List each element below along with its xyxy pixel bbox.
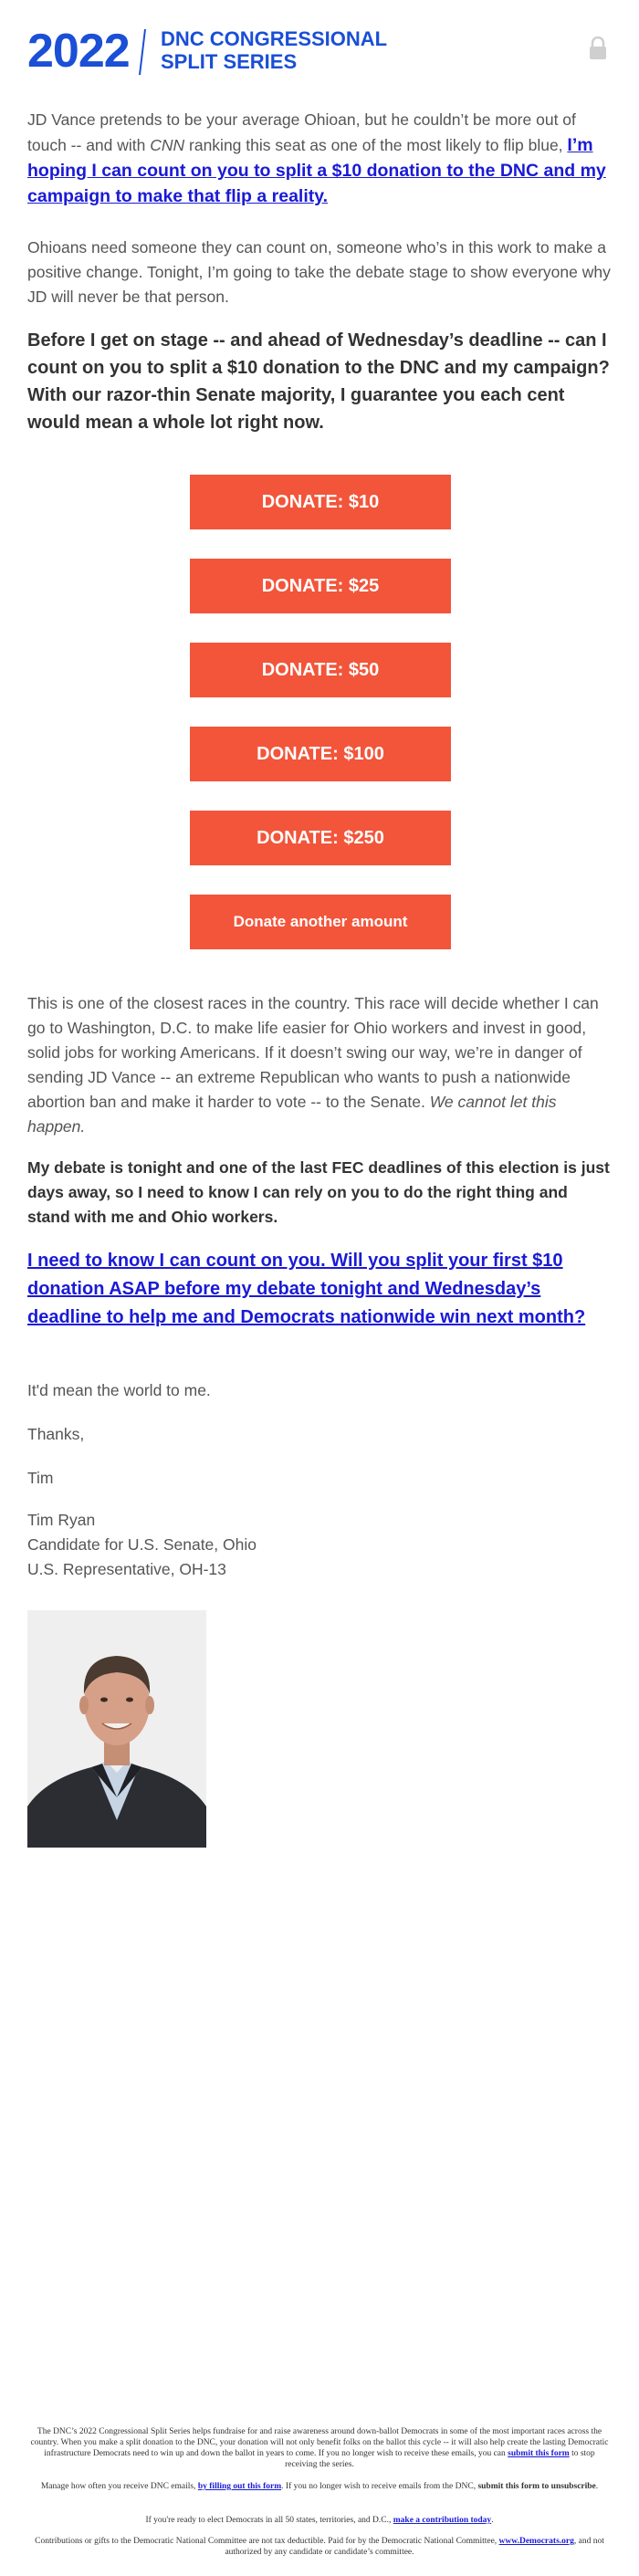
series-line-1: DNC CONGRESSIONAL — [161, 27, 388, 50]
signature-title-house: U.S. Representative, OH-13 — [27, 1560, 226, 1578]
thanks-line: Thanks, — [27, 1425, 85, 1443]
footer-contribute: If you're ready to elect Democrats in all 50 states, territories, and D.C., make a contribution today. — [145, 2516, 494, 2525]
slash-divider — [139, 29, 146, 75]
email-header — [27, 26, 612, 77]
footer-unsubscribe-text: submit this form to unsubscribe — [477, 2482, 596, 2491]
lock-icon — [588, 37, 608, 60]
debate-paragraph: My debate is tonight and one of the last FEC deadlines of this election is just days away, so I need to know I can rely on you to do the right thing and stand with me and Ohio workers. — [27, 1158, 610, 1226]
header-series-title — [161, 27, 387, 73]
ask-paragraph: Before I get on stage -- and ahead of Wednesday’s deadline -- can I count on you to split a $10 donation to the DNC and my campaign? With our razor-thin Senate majority, I guarantee you each cent would mean a whole lot right now. — [27, 330, 610, 433]
donate-25-button[interactable]: DONATE: $25 — [190, 559, 451, 613]
closing-line: It'd mean the world to me. — [27, 1381, 211, 1399]
footer-paid-for: Contributions or gifts to the Democratic National Committee are not tax deductible. Paid for by the Democratic National Committee, www.Democrats.org, and not authorized by any candidate or candidate’s committee. — [35, 2537, 604, 2557]
signature-block — [27, 1508, 257, 1582]
donate-50-button[interactable]: DONATE: $50 — [190, 643, 451, 697]
donate-250-button[interactable]: DONATE: $250 — [190, 811, 451, 865]
count-on-you-paragraph — [27, 1247, 612, 1332]
split-donation-link[interactable]: I’m hoping I can count on you to split a $10 donation to the DNC and my campaign to make that flip a reality. — [27, 135, 606, 206]
footer-democrats-link[interactable]: www.Democrats.org — [498, 2537, 574, 2546]
ohioans-paragraph: Ohioans need someone they can count on, someone who’s in this work to make a positive change. Tonight, I’m going to take the debate stage to show everyone why JD will never be that person. — [27, 238, 611, 306]
footer-manage-emails: Manage how often you receive DNC emails, by filling out this form. If you no longer wish to receive emails from the DNC, submit this form to unsubscribe. — [40, 2482, 599, 2491]
footer-series-note: The DNC’s 2022 Congressional Split Series helps fundraise for and raise awareness around down-ballot Democrats in some of the most important races across the country. When you make a split donation to the DNC, your donation will not only benefit folks on the ballot this cycle -- it will also help create the lasting Democratic infrastructure Democrats need to win up and down the ballot in years to come. If you no longer wish to receive these emails, you can submit this form to stop receiving the series. — [30, 2427, 609, 2469]
signoff-first-name: Tim — [27, 1469, 54, 1487]
footer-manage-form-link[interactable]: by filling out this form — [197, 2482, 282, 2491]
portrait-image — [27, 1610, 206, 1848]
footer-series-form-link[interactable]: submit this form — [508, 2449, 570, 2458]
donate-100-button[interactable]: DONATE: $100 — [190, 727, 451, 781]
signature-name: Tim Ryan — [27, 1511, 96, 1529]
donate-other-amount-button[interactable]: Donate another amount — [190, 895, 451, 949]
candidate-portrait — [27, 1610, 206, 1848]
header-year: 2022 — [27, 25, 130, 78]
closest-race-paragraph: This is one of the closest races in the country. This race will decide whether I can go to Washington, D.C. to make life easier for Ohio workers and invest in good, solid jobs for working Americans. If it doesn’t swing our way, we’re in danger of sending JD Vance -- an extreme Republican who wants to push a nationwide abortion ban and make it harder to vote -- to the Senate. We cannot let this happen. — [27, 994, 599, 1136]
footer-contribution-link[interactable]: make a contribution today — [393, 2516, 492, 2525]
donate-10-button[interactable]: DONATE: $10 — [190, 475, 451, 529]
intro-paragraph: JD Vance pretends to be your average Ohioan, but he couldn’t be more out of touch -- and with CNN ranking this seat as one of the most likely to flip blue, I’m hoping I can count on you to split a $10 donation to the DNC and my campaign to make that flip a reality. — [27, 110, 606, 206]
signature-title-senate: Candidate for U.S. Senate, Ohio — [27, 1535, 257, 1554]
series-line-2: SPLIT SERIES — [161, 50, 298, 73]
split-first-donation-link[interactable]: I need to know I can count on you. Will you split your first $10 donation ASAP before my debate tonight and Wednesday’s deadline to help me and Democrats nationwide win next month? — [27, 1251, 586, 1327]
